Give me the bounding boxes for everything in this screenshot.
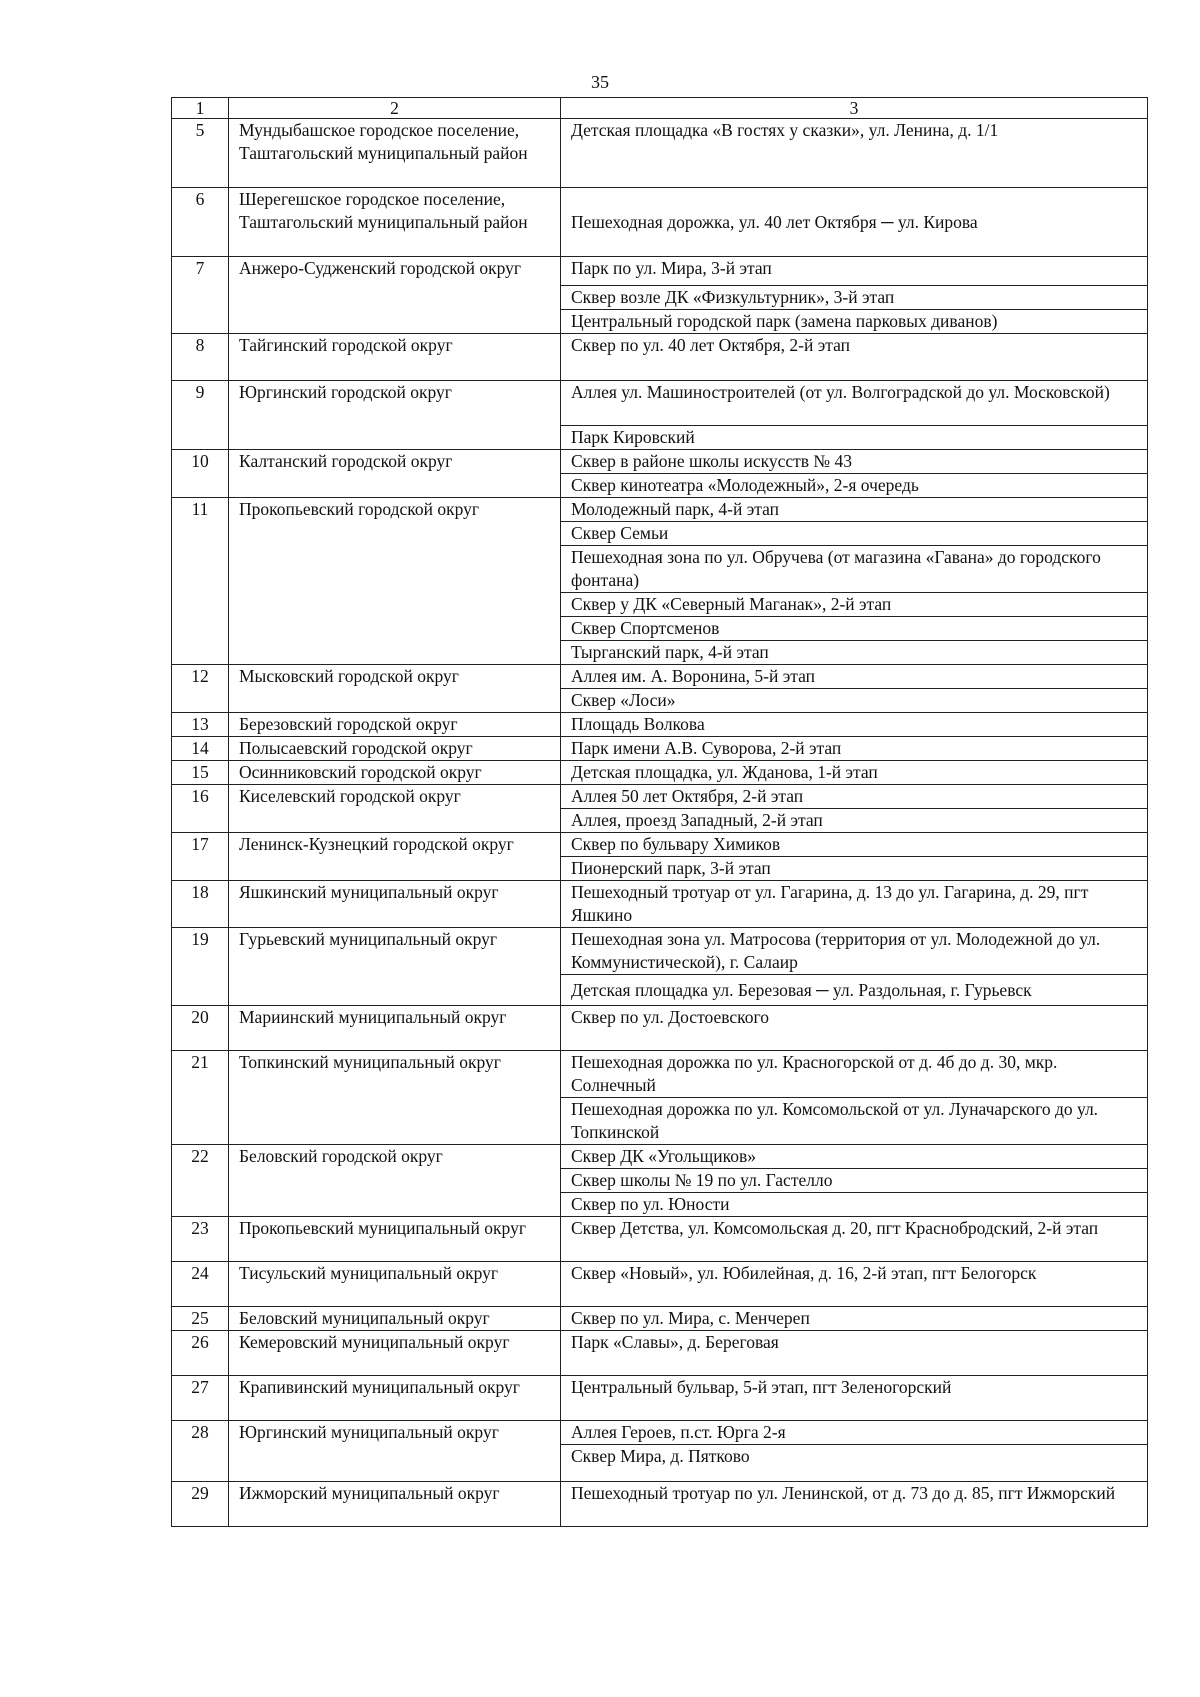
project-item: Сквер Спортсменов <box>561 617 1148 641</box>
project-item: Парк Кировский <box>561 426 1148 450</box>
project-item: Пионерский парк, 3-й этап <box>561 857 1148 881</box>
project-item: Аллея им. А. Воронина, 5-й этап <box>561 665 1148 689</box>
row-number: 26 <box>172 1331 229 1376</box>
project-item: Сквер ДК «Угольщиков» <box>561 1145 1148 1169</box>
table-row <box>172 1482 1148 1527</box>
table-row <box>172 188 1148 257</box>
district-name: Полысаевский городской округ <box>229 737 561 761</box>
district-name: Юргинский городской округ <box>229 381 561 450</box>
project-item: Сквер у ДК «Северный Маганак», 2-й этап <box>561 593 1148 617</box>
row-number: 20 <box>172 1006 229 1051</box>
district-name: Гурьевский муниципальный округ <box>229 928 561 1006</box>
project-item: Детская площадка ул. Березовая ─ ул. Раздольная, г. Гурьевск <box>561 975 1148 1006</box>
project-item: Площадь Волкова <box>561 713 1148 737</box>
table-row <box>172 1006 1148 1051</box>
row-number: 29 <box>172 1482 229 1527</box>
table-row <box>172 450 1148 474</box>
table-header-row <box>172 98 1148 119</box>
project-item: Сквер по ул. Юности <box>561 1193 1148 1217</box>
project-item: Сквер Детства, ул. Комсомольская д. 20, пгт Краснобродский, 2-й этап <box>561 1217 1148 1262</box>
project-item: Пешеходная дорожка по ул. Комсомольской от ул. Луначарского до ул. Топкинской <box>561 1098 1148 1145</box>
district-name: Крапивинский муниципальный округ <box>229 1376 561 1421</box>
row-number: 12 <box>172 665 229 713</box>
table-row <box>172 833 1148 857</box>
district-name: Тайгинский городской округ <box>229 334 561 381</box>
project-item: Пешеходная зона по ул. Обручева (от магазина «Гавана» до городского фонтана) <box>561 546 1148 593</box>
district-name: Ленинск-Кузнецкий городской округ <box>229 833 561 881</box>
district-name: Топкинский муниципальный округ <box>229 1051 561 1145</box>
project-item: Сквер школы № 19 по ул. Гастелло <box>561 1169 1148 1193</box>
district-name: Анжеро-Судженский городской округ <box>229 257 561 334</box>
district-name: Киселевский городской округ <box>229 785 561 833</box>
table-row <box>172 119 1148 188</box>
project-item: Парк имени А.В. Суворова, 2-й этап <box>561 737 1148 761</box>
table-row <box>172 928 1148 975</box>
table-row <box>172 881 1148 928</box>
row-number: 17 <box>172 833 229 881</box>
district-name: Шерегешское городское поселение, Таштагольский муниципальный район <box>229 188 561 257</box>
row-number: 23 <box>172 1217 229 1262</box>
row-number: 11 <box>172 498 229 665</box>
district-name: Ижморский муниципальный округ <box>229 1482 561 1527</box>
row-number: 28 <box>172 1421 229 1482</box>
row-number: 9 <box>172 381 229 450</box>
table-row <box>172 1145 1148 1169</box>
row-number: 16 <box>172 785 229 833</box>
column-header-3: 3 <box>561 98 1148 119</box>
project-item: Пешеходная дорожка по ул. Красногорской от д. 4б до д. 30, мкр. Солнечный <box>561 1051 1148 1098</box>
project-item: Пешеходный тротуар от ул. Гагарина, д. 13 до ул. Гагарина, д. 29, пгт Яшкино <box>561 881 1148 928</box>
row-number: 6 <box>172 188 229 257</box>
project-item: Аллея, проезд Западный, 2-й этап <box>561 809 1148 833</box>
table-row <box>172 381 1148 426</box>
project-item: Сквер Семьи <box>561 522 1148 546</box>
table-row <box>172 665 1148 689</box>
projects-table <box>171 97 1148 1527</box>
row-number: 19 <box>172 928 229 1006</box>
district-name: Прокопьевский муниципальный округ <box>229 1217 561 1262</box>
district-name: Мысковский городской округ <box>229 665 561 713</box>
row-number: 15 <box>172 761 229 785</box>
row-number: 8 <box>172 334 229 381</box>
table-row <box>172 1376 1148 1421</box>
table-row <box>172 1217 1148 1262</box>
project-item: Сквер «Новый», ул. Юбилейная, д. 16, 2-й этап, пгт Белогорск <box>561 1262 1148 1307</box>
project-item: Детская площадка, ул. Жданова, 1-й этап <box>561 761 1148 785</box>
table-row <box>172 785 1148 809</box>
table-row <box>172 761 1148 785</box>
project-item: Детская площадка «В гостях у сказки», ул. Ленина, д. 1/1 <box>561 119 1148 188</box>
district-name: Яшкинский муниципальный округ <box>229 881 561 928</box>
district-name: Беловский городской округ <box>229 1145 561 1217</box>
project-item: Сквер кинотеатра «Молодежный», 2-я очередь <box>561 474 1148 498</box>
project-item: Парк «Славы», д. Береговая <box>561 1331 1148 1376</box>
column-header-2: 2 <box>229 98 561 119</box>
table-row <box>172 498 1148 522</box>
project-item: Тырганский парк, 4-й этап <box>561 641 1148 665</box>
project-item: Пешеходный тротуар по ул. Ленинской, от д. 73 до д. 85, пгт Ижморский <box>561 1482 1148 1527</box>
district-name: Кемеровский муниципальный округ <box>229 1331 561 1376</box>
project-item: Сквер по ул. Достоевского <box>561 1006 1148 1051</box>
project-item: Пешеходная дорожка, ул. 40 лет Октября ─ ул. Кирова <box>561 188 1148 257</box>
project-item: Сквер по ул. 40 лет Октября, 2-й этап <box>561 334 1148 381</box>
table-row <box>172 1307 1148 1331</box>
table-row <box>172 1262 1148 1307</box>
row-number: 7 <box>172 257 229 334</box>
column-header-1: 1 <box>172 98 229 119</box>
row-number: 27 <box>172 1376 229 1421</box>
row-number: 18 <box>172 881 229 928</box>
project-item: Аллея Героев, п.ст. Юрга 2-я <box>561 1421 1148 1445</box>
district-name: Осинниковский городской округ <box>229 761 561 785</box>
project-item: Парк по ул. Мира, 3-й этап <box>561 257 1148 286</box>
table-row <box>172 1421 1148 1445</box>
project-item: Молодежный парк, 4-й этап <box>561 498 1148 522</box>
page-number: 35 <box>591 72 609 92</box>
project-item: Пешеходная зона ул. Матросова (территория от ул. Молодежной до ул. Коммунистической), г. Салаир <box>561 928 1148 975</box>
table-row <box>172 334 1148 381</box>
district-name: Тисульский муниципальный округ <box>229 1262 561 1307</box>
district-name: Калтанский городской округ <box>229 450 561 498</box>
row-number: 13 <box>172 713 229 737</box>
row-number: 21 <box>172 1051 229 1145</box>
project-item: Сквер по ул. Мира, с. Менчереп <box>561 1307 1148 1331</box>
district-name: Мундыбашское городское поселение, Таштагольский муниципальный район <box>229 119 561 188</box>
row-number: 25 <box>172 1307 229 1331</box>
project-item: Сквер в районе школы искусств № 43 <box>561 450 1148 474</box>
row-number: 10 <box>172 450 229 498</box>
district-name: Мариинский муниципальный округ <box>229 1006 561 1051</box>
row-number: 5 <box>172 119 229 188</box>
row-number: 22 <box>172 1145 229 1217</box>
project-item: Аллея ул. Машиностроителей (от ул. Волгоградской до ул. Московской) <box>561 381 1148 426</box>
project-item: Аллея 50 лет Октября, 2-й этап <box>561 785 1148 809</box>
projects-table-body <box>172 98 1148 1527</box>
table-row <box>172 1051 1148 1098</box>
district-name: Юргинский муниципальный округ <box>229 1421 561 1482</box>
project-item: Центральный городской парк (замена парковых диванов) <box>561 310 1148 334</box>
project-item: Сквер Мира, д. Пятково <box>561 1445 1148 1482</box>
table-row <box>172 713 1148 737</box>
district-name: Березовский городской округ <box>229 713 561 737</box>
project-item: Сквер «Лоси» <box>561 689 1148 713</box>
project-item: Центральный бульвар, 5-й этап, пгт Зеленогорский <box>561 1376 1148 1421</box>
district-name: Прокопьевский городской округ <box>229 498 561 665</box>
row-number: 24 <box>172 1262 229 1307</box>
table-row <box>172 257 1148 286</box>
row-number: 14 <box>172 737 229 761</box>
project-item: Сквер по бульвару Химиков <box>561 833 1148 857</box>
district-name: Беловский муниципальный округ <box>229 1307 561 1331</box>
table-row <box>172 1331 1148 1376</box>
table-row <box>172 737 1148 761</box>
project-item: Сквер возле ДК «Физкультурник», 3-й этап <box>561 286 1148 310</box>
